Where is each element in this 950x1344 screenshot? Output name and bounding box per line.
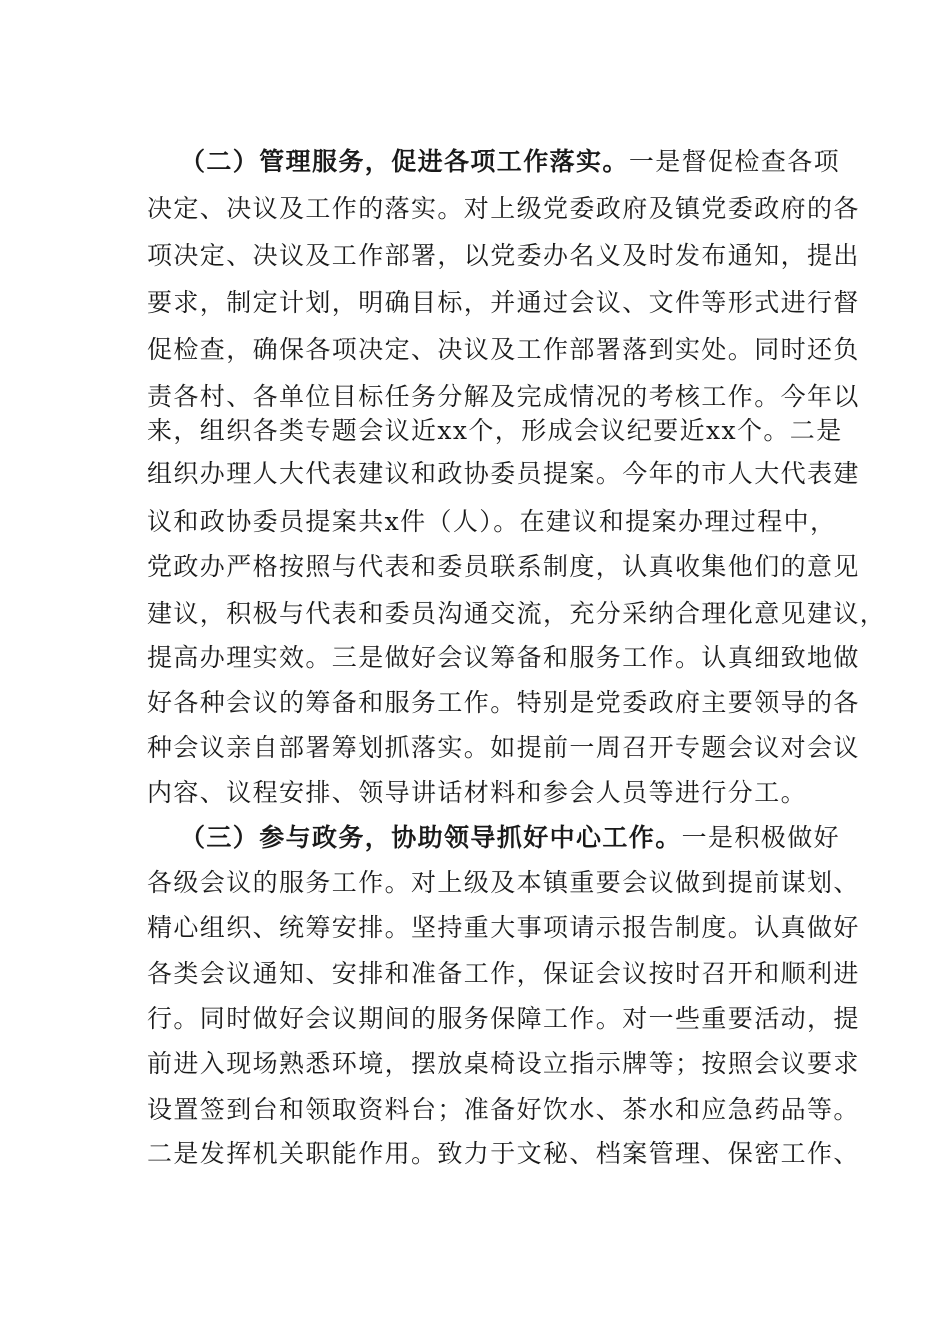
section2-line-2: 决定、决议及工作的落实。对上级党委政府及镇党委政府的各 — [147, 194, 860, 223]
section2-line-9: 议和政协委员提案共x件（人）。在建议和提案办理过程中， — [147, 507, 837, 536]
section3-line-1-text: 一是积极做好 — [681, 823, 841, 852]
section2-line-7: 来，组织各类专题会议近xx个，形成会议纪要近xx个。二是 — [147, 416, 843, 445]
section3-line-8: 二是发挥机关职能作用。致力于文秘、档案管理、保密工作、 — [147, 1139, 860, 1168]
section2-line-3: 项决定、决议及工作部署，以党委办名义及时发布通知，提出 — [147, 241, 860, 270]
section2-line-8: 组织办理人大代表建议和政协委员提案。今年的市人大代表建 — [147, 459, 860, 488]
section3-line-4: 各类会议通知、安排和准备工作，保证会议按时召开和顺利进 — [147, 959, 860, 988]
section2-heading: （二）管理服务，促进各项工作落实。 — [180, 147, 629, 176]
section3-line-2: 各级会议的服务工作。对上级及本镇重要会议做到提前谋划、 — [147, 868, 860, 897]
section2-line-11: 建议，积极与代表和委员沟通交流，充分采纳合理化意见建议， — [147, 599, 887, 628]
section2-line-15: 内容、议程安排、领导讲话材料和参会人员等进行分工。 — [147, 778, 808, 807]
section2-line-4: 要求，制定计划，明确目标，并通过会议、文件等形式进行督 — [147, 288, 860, 317]
section2-line-1 — [180, 142, 841, 182]
section3-line-5: 行。同时做好会议期间的服务保障工作。对一些重要活动，提 — [147, 1004, 860, 1033]
section2-line-14: 种会议亲自部署筹划抓落实。如提前一周召开专题会议对会议 — [147, 733, 860, 762]
section2-line-13: 好各种会议的筹备和服务工作。特别是党委政府主要领导的各 — [147, 688, 860, 717]
section2-line-1-text: 一是督促检查各项 — [628, 147, 841, 176]
section3-heading: （三）参与政务，协助领导抓好中心工作。 — [180, 823, 682, 852]
section3-line-1 — [180, 818, 841, 858]
section2-line-12: 提高办理实效。三是做好会议筹备和服务工作。认真细致地做 — [147, 643, 860, 672]
section3-line-7: 设置签到台和领取资料台；准备好饮水、茶水和应急药品等。 — [147, 1095, 860, 1124]
section2-line-10: 党政办严格按照与代表和委员联系制度，认真收集他们的意见 — [147, 552, 860, 581]
section2-line-6: 责各村、各单位目标任务分解及完成情况的考核工作。今年以 — [147, 382, 860, 411]
section2-line-5: 促检查，确保各项决定、决议及工作部署落到实处。同时还负 — [147, 335, 860, 364]
section3-line-3: 精心组织、统筹安排。坚持重大事项请示报告制度。认真做好 — [147, 913, 860, 942]
section3-line-6: 前进入现场熟悉环境，摆放桌椅设立指示牌等；按照会议要求 — [147, 1049, 860, 1078]
